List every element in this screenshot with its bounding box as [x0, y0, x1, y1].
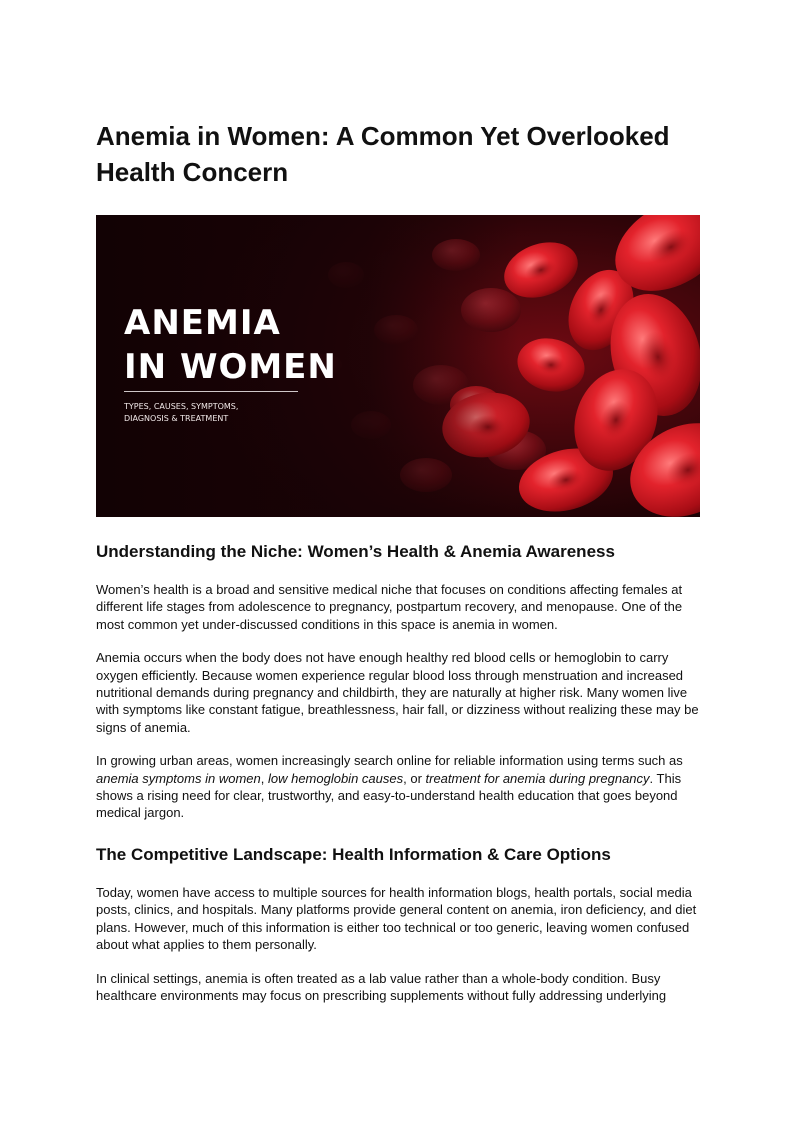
section2-paragraph-2: In clinical settings, anemia is often treated as a lab value rather than a whole-body condition. Busy healthcare environments may focus on prescribing supplements without fully addressing underlying	[96, 970, 667, 1003]
hero-subtitle	[124, 401, 324, 425]
search-term-3: treatment for anemia during pregnancy	[425, 770, 650, 786]
hero-subtitle-line-1: TYPES, CAUSES, SYMPTOMS,	[124, 402, 239, 411]
paragraph-text: . This shows a rising need for clear, trustworthy, and easy-to-understand health education that goes beyond medical jargon.	[96, 770, 682, 821]
section2-paragraph-1: Today, women have access to multiple sources for health information blogs, health portals, social media posts, clinics, and hospitals. Many platforms provide general content on anemia, iron deficiency, and diet plans. However, much of this information is either too technical or too generic, leaving women confused about what applies to them personally.	[96, 884, 697, 953]
section1-paragraph-3	[96, 752, 702, 822]
hero-image	[96, 215, 700, 517]
document-page	[96, 118, 702, 1004]
section1-paragraph-2: Anemia occurs when the body does not have enough healthy red blood cells or hemoglobin to carry oxygen efficiently. Because women experience regular blood loss through menstruation and increased nutritional demands during pregnancy and childbirth, they are naturally at higher risk. Many women live with symptoms like constant fatigue, breathlessness, hair fall, or dizziness without realizing these may be signs of anemia.	[96, 650, 699, 735]
document-title: Anemia in Women: A Common Yet Overlooked Health Concern	[96, 121, 670, 187]
section1-paragraph-1: Women’s health is a broad and sensitive medical niche that focuses on conditions affecting females at different life stages from adolescence to pregnancy, postpartum recovery, and menopause. One of the most common yet under-discussed conditions in this space is anemia in women.	[96, 582, 683, 632]
hero-title-line-1: ANEMIA	[124, 303, 281, 343]
paragraph-text: In growing urban areas, women increasingly search online for reliable information using terms such as	[96, 753, 683, 769]
search-term-2: low hemoglobin causes	[267, 770, 404, 786]
section-heading-landscape: The Competitive Landscape: Health Information & Care Options	[96, 844, 611, 864]
section-heading-niche: Understanding the Niche: Women’s Health & Anemia Awareness	[96, 542, 615, 561]
search-term-1: anemia symptoms in women	[96, 770, 261, 786]
paragraph-text: ,	[260, 770, 268, 786]
paragraph-text: , or	[403, 770, 426, 786]
hero-title-line-2: IN WOMEN	[124, 347, 337, 387]
hero-title	[124, 301, 337, 389]
hero-subtitle-line-2: DIAGNOSIS & TREATMENT	[124, 414, 229, 423]
hero-divider	[124, 391, 298, 392]
